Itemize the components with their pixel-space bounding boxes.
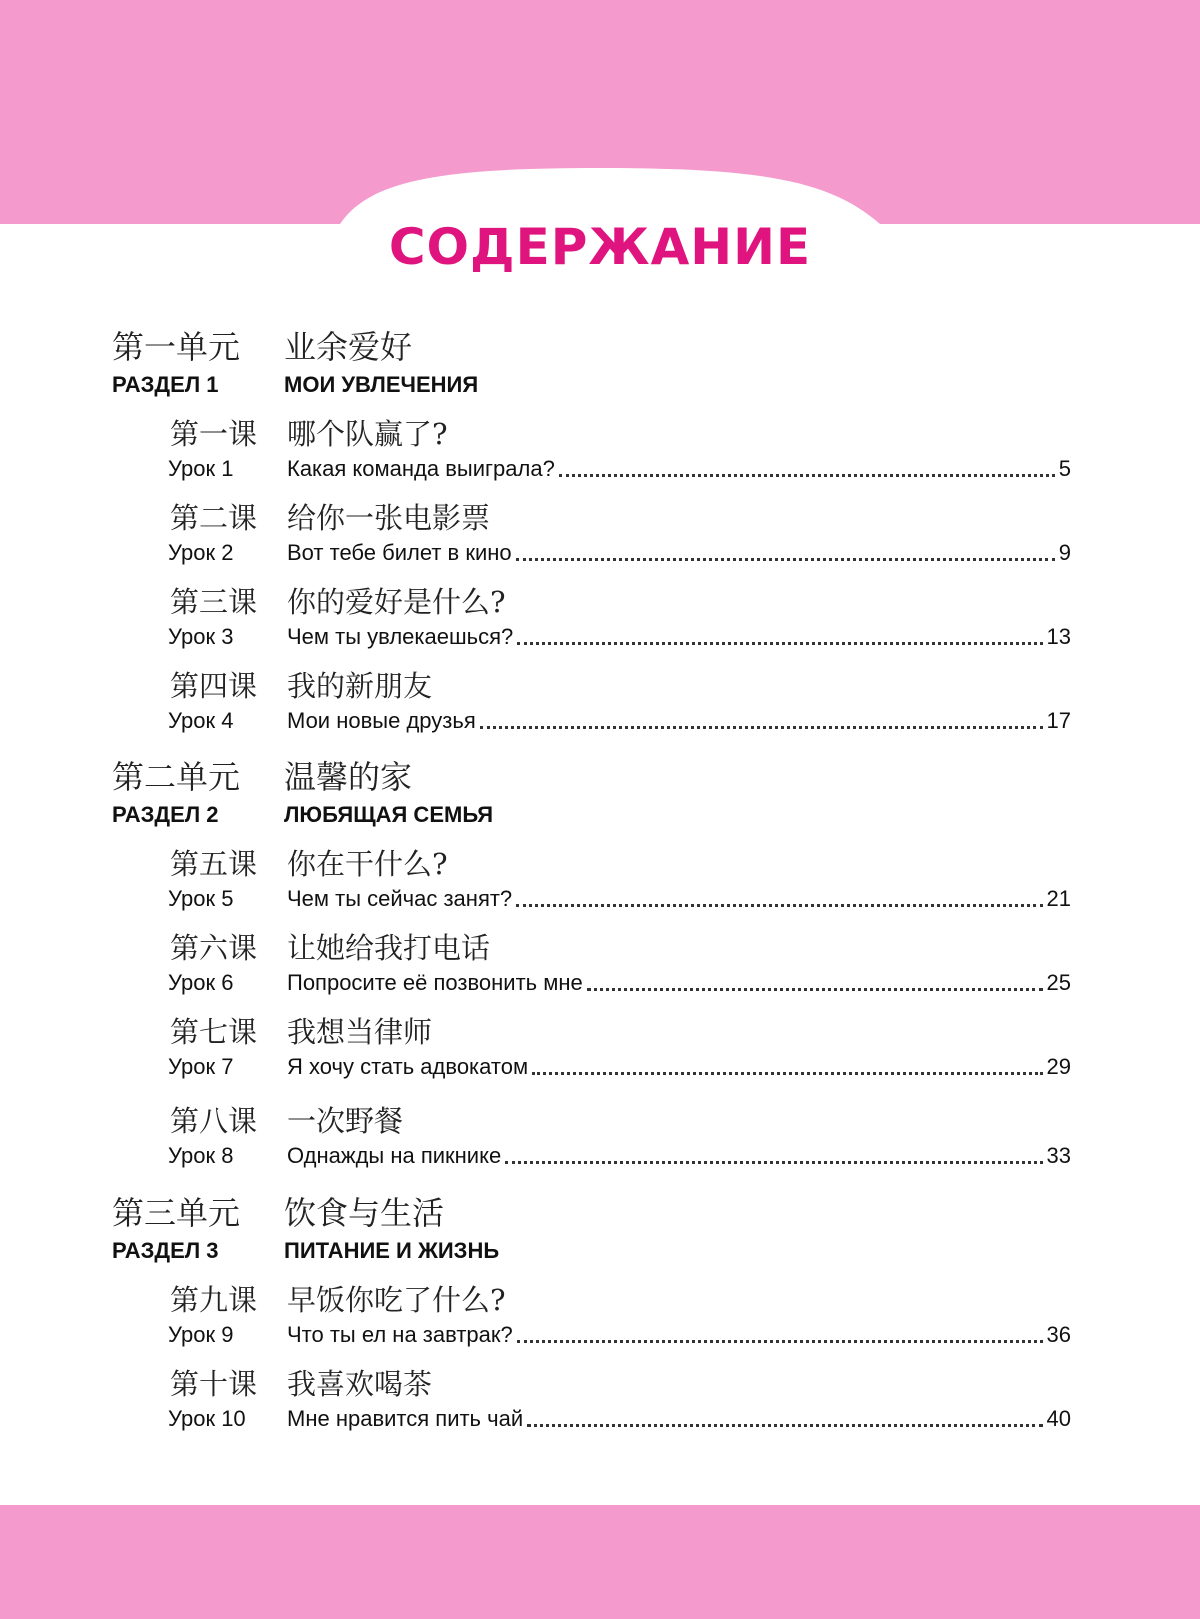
- lesson-ru-title: Что ты ел на завтрак?: [287, 1322, 513, 1347]
- lesson-ru-title: Я хочу стать адвокатом: [287, 1054, 529, 1079]
- lesson-ru-title: Попросите её позвонить мне: [287, 970, 583, 995]
- lesson-ru-title: Мои новые друзья: [287, 708, 476, 733]
- lesson-zh-title: 哪个队赢了?: [287, 417, 448, 451]
- unit-zh-title: 温馨的家: [284, 758, 413, 796]
- lesson-zh-title: 你在干什么?: [287, 847, 448, 881]
- page-number: 21: [1046, 886, 1071, 911]
- lesson-ru-title: Вот тебе билет в кино: [287, 540, 512, 565]
- page-number: 29: [1046, 1054, 1071, 1079]
- lesson-ru-title: Чем ты сейчас занят?: [287, 886, 513, 911]
- page-number: 5: [1058, 456, 1071, 481]
- dot-leader: [587, 988, 1043, 991]
- unit-zh-title: 业余爱好: [284, 328, 413, 366]
- unit-ru-label: РАЗДЕЛ 2: [112, 802, 219, 827]
- page-number: 9: [1058, 540, 1071, 565]
- page-number: 17: [1046, 708, 1071, 733]
- unit-ru-title: МОИ УВЛЕЧЕНИЯ: [284, 372, 479, 397]
- page-number: 13: [1046, 624, 1071, 649]
- unit-ru-title: ЛЮБЯЩАЯ СЕМЬЯ: [284, 802, 494, 827]
- lesson-ru-label: Урок 3: [168, 624, 234, 649]
- page-number: 36: [1046, 1322, 1071, 1347]
- dot-leader: [559, 474, 1055, 477]
- page-number: 25: [1046, 970, 1071, 995]
- lesson-title-row: [287, 1322, 1071, 1348]
- lesson-title-row: [287, 708, 1071, 734]
- unit-ru-label: РАЗДЕЛ 1: [112, 372, 219, 397]
- lesson-ru-label: Урок 8: [168, 1143, 234, 1168]
- lesson-ru-title: Какая команда выиграла?: [287, 456, 555, 481]
- lesson-ru-title: Однажды на пикнике: [287, 1143, 502, 1168]
- dot-leader: [505, 1161, 1042, 1164]
- lesson-ru-title: Чем ты увлекаешься?: [287, 624, 514, 649]
- lesson-ru-title: Мне нравится пить чай: [287, 1406, 524, 1431]
- lesson-ru-label: Урок 1: [168, 456, 234, 481]
- lesson-title-row: [287, 1054, 1071, 1080]
- lesson-zh-prefix: 第七课: [170, 1015, 258, 1049]
- lesson-ru-label: Урок 10: [168, 1406, 246, 1431]
- lesson-ru-label: Урок 9: [168, 1322, 234, 1347]
- unit-ru-title: ПИТАНИЕ И ЖИЗНЬ: [284, 1238, 500, 1263]
- lesson-zh-prefix: 第九课: [170, 1283, 258, 1317]
- dot-leader: [527, 1424, 1042, 1427]
- lesson-zh-title: 我喜欢喝茶: [287, 1367, 433, 1401]
- unit-zh-prefix: 第二单元: [112, 758, 241, 796]
- unit-zh-title: 饮食与生活: [284, 1194, 445, 1232]
- lesson-zh-title: 你的爱好是什么?: [287, 585, 506, 619]
- lesson-zh-title: 一次野餐: [287, 1104, 404, 1138]
- dot-leader: [516, 558, 1055, 561]
- dot-leader: [517, 642, 1042, 645]
- lesson-title-row: [287, 970, 1071, 996]
- dot-leader: [517, 1340, 1043, 1343]
- unit-ru-label: РАЗДЕЛ 3: [112, 1238, 219, 1263]
- lesson-zh-title: 让她给我打电话: [287, 931, 491, 965]
- lesson-ru-label: Урок 4: [168, 708, 234, 733]
- lesson-zh-title: 早饭你吃了什么?: [287, 1283, 506, 1317]
- unit-zh-prefix: 第三单元: [112, 1194, 241, 1232]
- lesson-zh-title: 我想当律师: [287, 1015, 433, 1049]
- lesson-title-row: [287, 540, 1071, 566]
- dot-leader: [516, 904, 1042, 907]
- lesson-zh-prefix: 第三课: [170, 585, 258, 619]
- lesson-zh-title: 我的新朋友: [287, 669, 433, 703]
- lesson-zh-prefix: 第四课: [170, 669, 258, 703]
- lesson-zh-prefix: 第五课: [170, 847, 258, 881]
- dot-leader: [480, 726, 1043, 729]
- lesson-zh-title: 给你一张电影票: [287, 501, 491, 535]
- lesson-ru-label: Урок 2: [168, 540, 234, 565]
- lesson-zh-prefix: 第二课: [170, 501, 258, 535]
- lesson-zh-prefix: 第十课: [170, 1367, 258, 1401]
- dot-leader: [532, 1072, 1042, 1075]
- lesson-title-row: [287, 886, 1071, 912]
- lesson-ru-label: Урок 5: [168, 886, 234, 911]
- lesson-title-row: [287, 624, 1071, 650]
- lesson-title-row: [287, 1143, 1071, 1169]
- lesson-zh-prefix: 第八课: [170, 1104, 258, 1138]
- unit-zh-prefix: 第一单元: [112, 328, 241, 366]
- page-number: 40: [1046, 1406, 1071, 1431]
- lesson-zh-prefix: 第六课: [170, 931, 258, 965]
- lesson-ru-label: Урок 6: [168, 970, 234, 995]
- lesson-title-row: [287, 456, 1071, 482]
- page-title: СОДЕРЖАНИЕ: [388, 218, 812, 276]
- lesson-zh-prefix: 第一课: [170, 417, 258, 451]
- page-number: 33: [1046, 1143, 1071, 1168]
- lesson-ru-label: Урок 7: [168, 1054, 234, 1079]
- lesson-title-row: [287, 1406, 1071, 1432]
